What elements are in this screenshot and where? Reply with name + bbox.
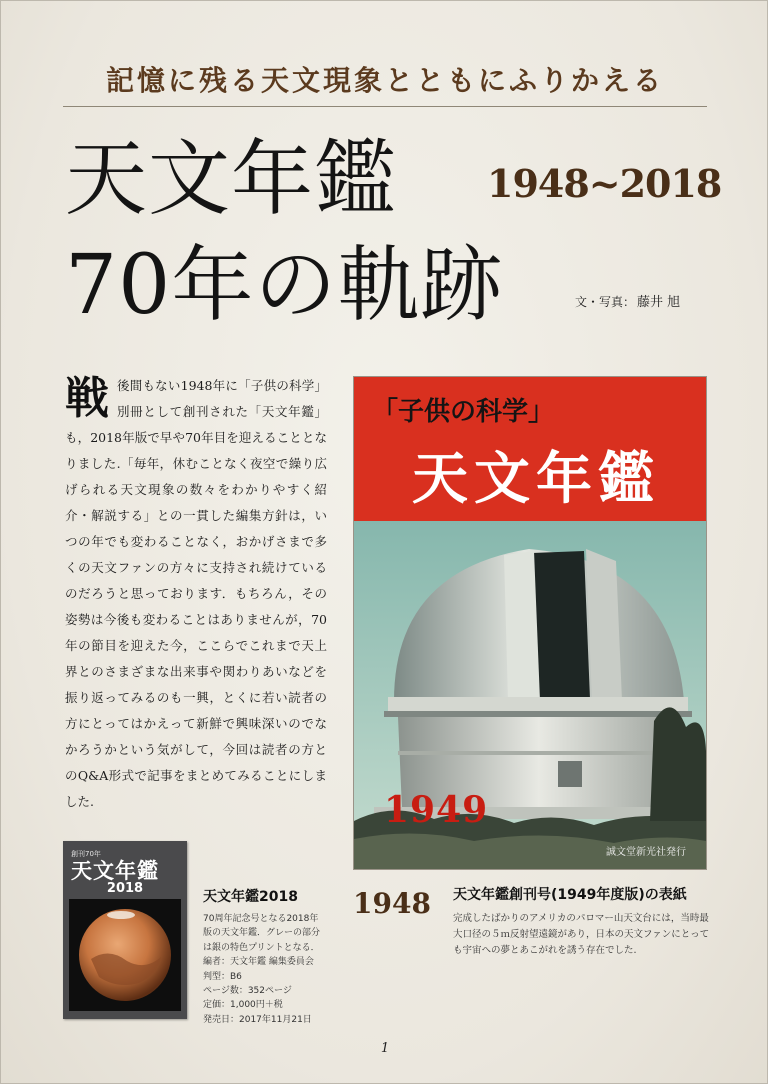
book-small-label: 創刊70年 (71, 850, 101, 858)
book-editor: 編者：天文年鑑 編集委員会 (203, 957, 314, 968)
kicker-headline: 記憶に残る天文現象とともにふりかえる (105, 64, 664, 97)
book-cover-title: 天文年鑑 (71, 859, 159, 883)
cover-caption-text: 完成したばかりのアメリカのパロマー山天文台には，当時最大口径の５ｍ反射望遠鏡があり，日本の天文ファンにとっても宇宙への夢とあこがれを誘う存在でした. (453, 913, 710, 956)
credit-label: 文・写真： (575, 295, 636, 309)
page-number: 1 (380, 1041, 390, 1056)
book-detail-line: 70周年記念号となる2018年 (203, 914, 319, 924)
cover-year: 1949 (384, 789, 489, 831)
book-title: 天文年鑑2018 (203, 889, 298, 905)
cover-title: 天文年鑑 (412, 447, 660, 512)
cover-caption-title: 天文年鑑創刊号(1949年度版)の表紙 (453, 887, 687, 903)
cover-publisher: 誠文堂新光社発行 (606, 847, 686, 858)
author-credit (575, 291, 680, 310)
title-line-1: 天文年鑑 (65, 132, 398, 227)
book-price: 定価：1,000円＋税 (203, 1000, 283, 1011)
book-pages: ページ数：352ページ (203, 986, 292, 997)
caption-year: 1948 (353, 887, 431, 920)
header-divider (63, 106, 707, 107)
article-body (65, 373, 327, 815)
book-detail-line: 版の天文年鑑．グレーの部分 (203, 928, 321, 939)
book-format: 判型：B6 (203, 971, 242, 982)
book-2018-cover (63, 841, 187, 1019)
mars-image (69, 899, 181, 1011)
book-release-date: 発売日：2017年11月21日 (203, 1014, 312, 1025)
book-cover-year: 2018 (106, 881, 144, 896)
year-range: 1948~2018 (487, 161, 722, 206)
cover-subtitle: 「子供の科学」 (372, 397, 555, 427)
author-name: 藤井 旭 (637, 295, 681, 310)
cover-1949 (354, 377, 706, 869)
title-line-2: 70年の軌跡 (65, 238, 504, 333)
article-text: 後間もない1948年に「子供の科学」別冊として創刊された「天文年鑑」も，2018年版で早や70年目を迎えることとなりました.「毎年，休むことなく夜空で繰り広げられる天文現象の数々をわかりやすく紹介・解説する」との一貫した編集方針は，いつの年でも変わることなく，おかげさまで多くの天文ファンの方々に支持され続けているのだろうと思っております．もちろん，その姿勢は今後も変わることはありませんが，70年の節目を迎えた今，ここらでこれまで天上界とのさまざまな出来事や関わりあいなどを振り返ってみるのも一興，とくに若い読者の方にとってはかえって新鮮で興味深いのでなかろうかという気がして，今回は読者の方とのQ&A形式で記事をまとめてみることにしました. (65, 378, 327, 809)
drop-cap: 戦 (65, 373, 109, 424)
book-detail-line: は銀の特色プリントとなる． (203, 942, 320, 953)
book-details (203, 912, 339, 1027)
